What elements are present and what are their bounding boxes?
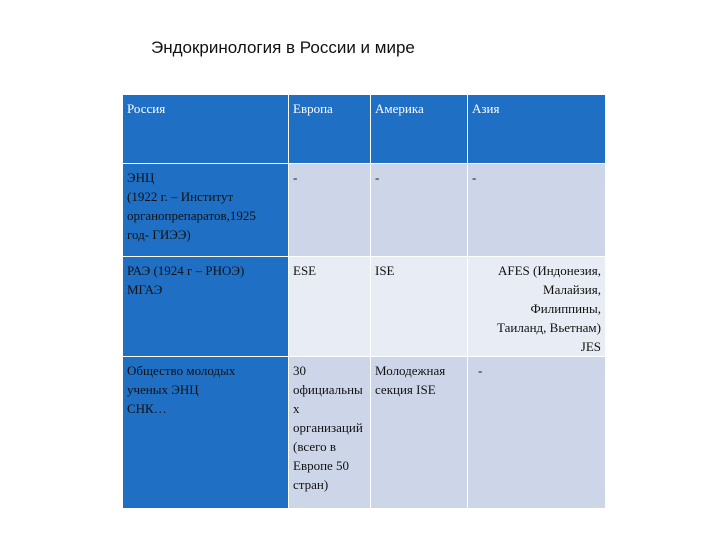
header-europe: Европа [289,95,371,164]
cell-text-line: стран) [293,477,329,492]
header-asia: Азия [468,95,606,164]
cell-text-line: организаций [293,420,363,435]
cell-russia [123,357,289,509]
cell-text-line: 30 [293,363,306,378]
cell-text-line: Таиланд, Вьетнам) [496,320,601,335]
slide-title: Эндокринология в России и мире [151,38,415,57]
cell-america [371,357,468,509]
cell-asia [468,357,606,509]
cell-text-line: РАЭ (1924 г – РНОЭ) [127,263,245,278]
header-america: Америка [371,95,468,164]
cell-text-line: Общество молодых [127,363,236,378]
cell-text-line: (1922 г. – Институт [127,189,234,204]
cell-text-line: - [293,170,298,185]
table-row [123,357,606,509]
cell-russia [123,164,289,257]
cell-text-line: СНК… [127,401,167,416]
endocrinology-table [122,94,606,509]
cell-text-line: ESE [293,263,317,278]
cell-text-line: - [375,170,380,185]
cell-text-line: ISE [375,263,395,278]
cell-text-line: год- ГИЭЭ) [127,227,191,242]
cell-text-line: органопрепаратов,1925 [127,208,256,223]
cell-text-line: официальны [293,382,363,397]
header-russia: Россия [123,95,289,164]
cell-text-line: ученых ЭНЦ [127,382,199,397]
cell-asia [468,257,606,357]
cell-text-line: - [478,363,483,378]
cell-text-line: ЭНЦ [127,170,155,185]
cell-russia [123,257,289,357]
cell-europe [289,357,371,509]
cell-america [371,164,468,257]
cell-america [371,257,468,357]
table-header-row [123,95,606,164]
cell-text-line: Малайзия, [543,282,601,297]
cell-text-line: х [293,401,300,416]
cell-text-line: Европе 50 [293,458,350,473]
cell-europe [289,257,371,357]
table-row [123,164,606,257]
cell-text-line: (всего в [293,439,336,454]
cell-text-line: JES [580,339,601,354]
cell-text-line: AFES (Индонезия, [497,263,601,278]
cell-text-line: МГАЭ [127,282,163,297]
cell-text-line: - [472,170,477,185]
cell-text-line: секция ISE [375,382,436,397]
cell-asia [468,164,606,257]
cell-europe [289,164,371,257]
cell-text-line: Молодежная [375,363,446,378]
table-row [123,257,606,357]
cell-text-line: Филиппины, [530,301,601,316]
